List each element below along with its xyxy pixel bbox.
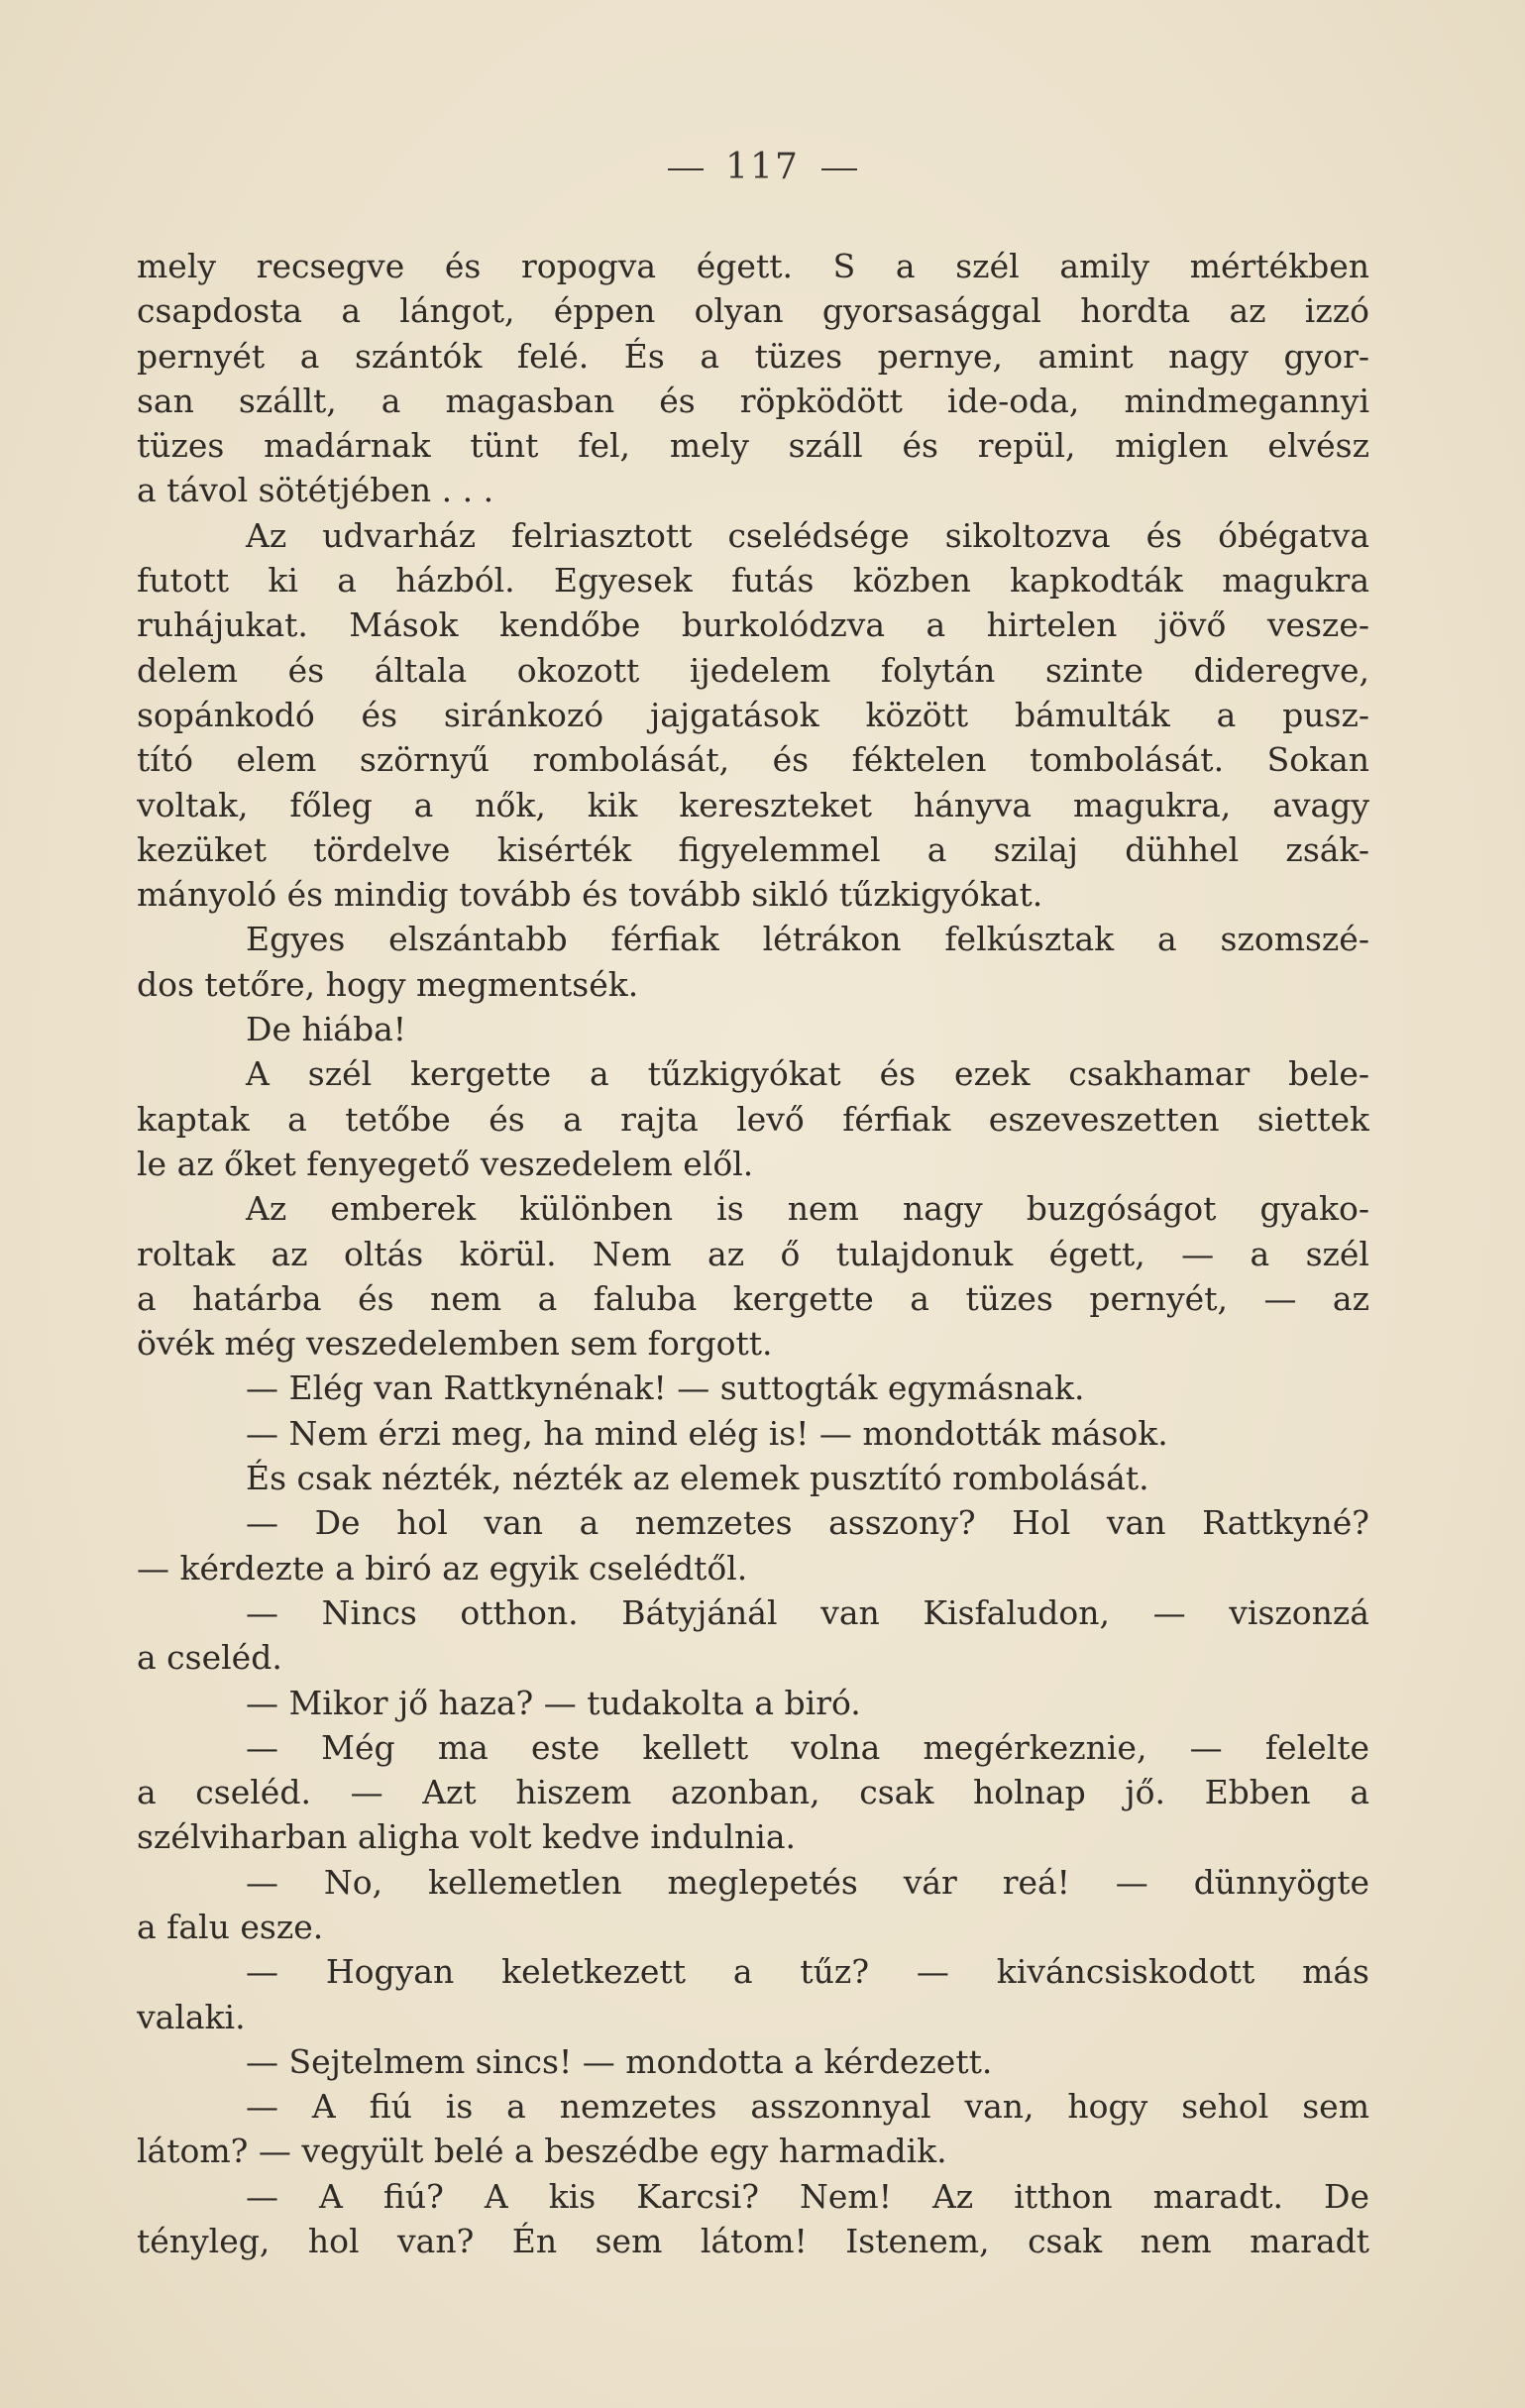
text-line: sopánkodó és siránkozó jajgatások között bámulták a pusz- — [137, 695, 1369, 734]
text-line: Egyes elszántabb férfiak létrákon felkúsztak a szomszé- — [246, 920, 1369, 959]
text-line: — Nincs otthon. Bátyjánál van Kisfaludon, — viszonzá — [246, 1592, 1369, 1632]
text-line: delem és általa okozott ijedelem folytán szinte dideregve, — [137, 650, 1369, 690]
text-line: — Sejtelmem sincs! — mondotta a kérdezett. — [246, 2041, 993, 2081]
text-line: — Hogyan keletkezett a tűz? — kiváncsiskodott más — [246, 1952, 1369, 1992]
text-line: ruhájukat. Mások kendőbe burkolódzva a hirtelen jövő vesze- — [137, 605, 1369, 645]
text-line: — Mikor jő haza? — tudakolta a biró. — [246, 1683, 861, 1722]
text-line: A szél kergette a tűzkigyókat és ezek csakhamar bele- — [246, 1054, 1369, 1094]
text-line: le az őket fenyegető veszedelem elől. — [137, 1144, 754, 1183]
text-line: — A fiú? A kis Karcsi? Nem! Az itthon maradt. De — [246, 2176, 1369, 2216]
text-line: — Nem érzi meg, ha mind elég is! — mondották mások. — [246, 1413, 1168, 1453]
text-line: mely recsegve és ropogva égett. S a szél amily mértékben — [137, 247, 1369, 285]
text-line: tüzes madárnak tünt fel, mely száll és repül, miglen elvész — [137, 426, 1369, 466]
text-line: a cseléd. — Azt hiszem azonban, csak holnap jő. Ebben a — [137, 1773, 1369, 1812]
text-line: látom? — vegyült belé a beszédbe egy harmadik. — [137, 2132, 947, 2171]
text-line: voltak, főleg a nők, kik kereszteket hányva magukra, avagy — [137, 785, 1369, 824]
text-line: — De hol van a nemzetes asszony? Hol van Rattkyné? — [246, 1503, 1369, 1543]
text-line: — kérdezte a biró az egyik cselédtől. — [137, 1548, 748, 1587]
text-line: mányoló és mindig tovább és tovább sikló tűzkigyókat. — [137, 875, 1043, 915]
text-line: kaptak a tetőbe és a rajta levő férfiak eszeveszetten siettek — [137, 1099, 1369, 1139]
text-line: És csak nézték, nézték az elemek pusztító rombolását. — [246, 1459, 1149, 1498]
text-line: roltak az oltás körül. Nem az ő tulajdonuk égett, — a szél — [137, 1234, 1369, 1273]
text-line: Az emberek különben is nem nagy buzgóságot gyako- — [246, 1189, 1369, 1229]
text-line: valaki. — [137, 1997, 246, 2036]
text-line: — Elég van Rattkynénak! — suttogták egymásnak. — [246, 1368, 1085, 1408]
page-number-dash-right — [821, 168, 857, 170]
text-line: pernyét a szántók felé. És a tüzes pernye, amint nagy gyor- — [137, 336, 1369, 376]
text-line: szélviharban aligha volt kedve indulnia. — [137, 1817, 797, 1857]
text-line: — No, kellemetlen meglepetés vár reá! — dünnyögte — [246, 1862, 1369, 1902]
text-line: futott ki a házból. Egyesek futás közben kapkodták magukra — [137, 561, 1369, 601]
text-line: a távol sötétjében . . . — [137, 471, 494, 510]
text-line: — A fiú is a nemzetes asszonnyal van, hogy sehol sem — [246, 2087, 1369, 2127]
text-line: a cseléd. — [137, 1638, 282, 1678]
text-line: kezüket tördelve kisérték figyelemmel a szilaj dühhel zsák- — [137, 829, 1369, 869]
text-line: dos tetőre, hogy megmentsék. — [137, 964, 639, 1004]
text-line: tító elem szörnyű rombolását, és féktelen tombolását. Sokan — [137, 740, 1369, 780]
page-number: 117 — [725, 147, 800, 187]
page-number-header — [0, 147, 1525, 187]
text-line: tényleg, hol van? Én sem látom! Istenem, csak nem maradt — [137, 2222, 1369, 2261]
text-line: csapdosta a lángot, éppen olyan gyorsasággal hordta az izzó — [137, 291, 1369, 331]
body-text — [137, 244, 1369, 2263]
text-line: san szállt, a magasban és röpködött ide-oda, mindmegannyi — [137, 381, 1369, 420]
text-line: a falu esze. — [137, 1907, 324, 1946]
text-line: övék még veszedelemben sem forgott. — [137, 1324, 773, 1364]
text-line: — Még ma este kellett volna megérkeznie, — felelte — [246, 1727, 1369, 1767]
text-line: a határba és nem a faluba kergette a tüzes pernyét, — az — [137, 1278, 1369, 1318]
page-number-dash-left — [668, 168, 704, 170]
text-line: De hiába! — [246, 1010, 407, 1049]
text-line: Az udvarház felriasztott cselédsége sikoltozva és óbégatva — [246, 515, 1369, 555]
